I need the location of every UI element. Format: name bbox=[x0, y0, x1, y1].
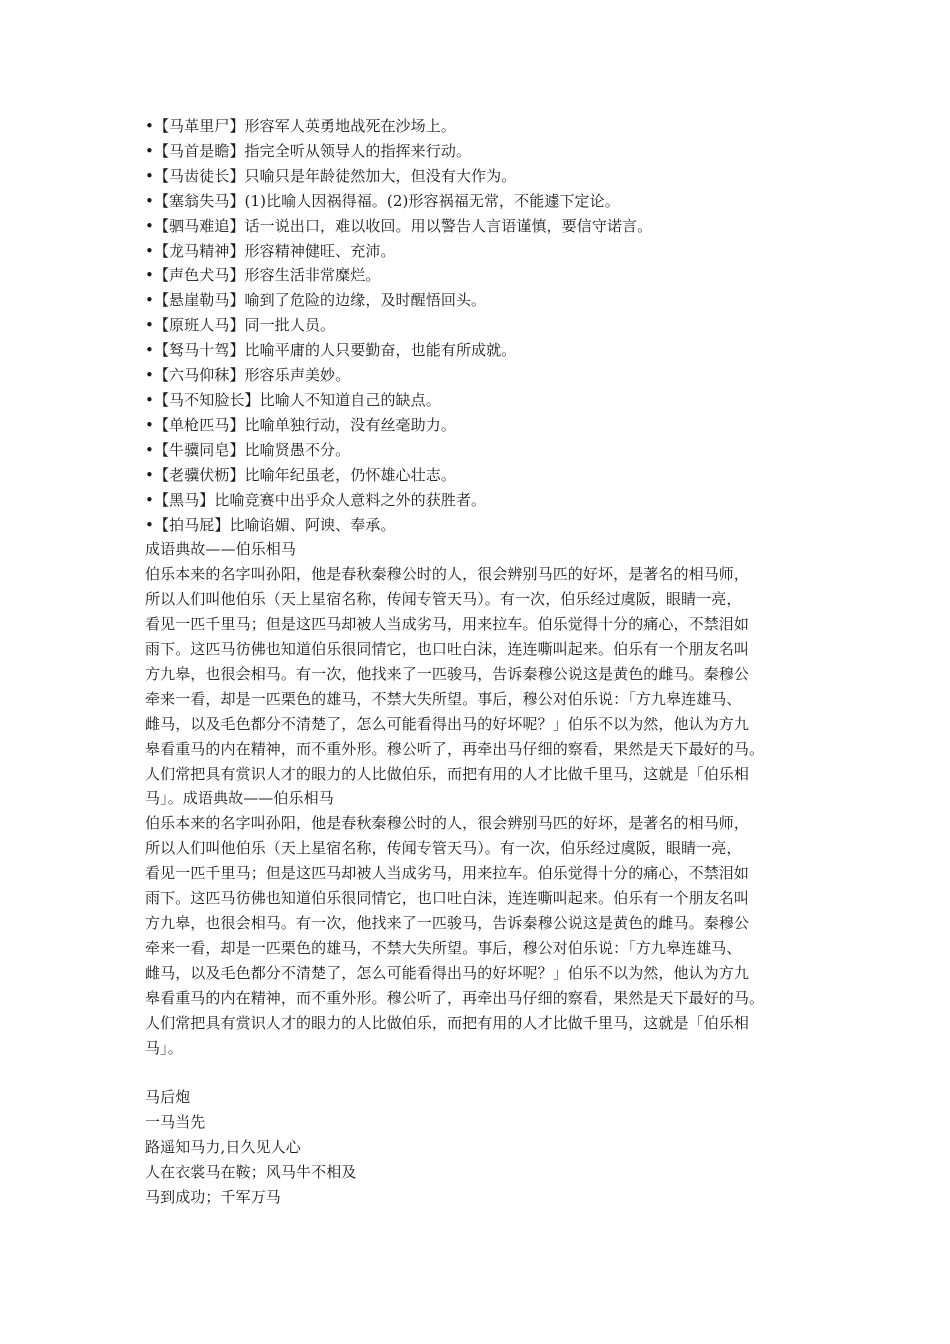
idiom-item: •【马不知脸长】比喻人不知道自己的缺点。 bbox=[145, 390, 441, 409]
story-line: 牵来一看，却是一匹栗色的雄马，不禁大失所望。事后，穆公对伯乐说：「方九皋连雄马、 bbox=[145, 689, 742, 708]
idiom-item: •【原班人马】同一批人员。 bbox=[145, 316, 336, 335]
story-line: 人们常把具有赏识人才的眼力的人比做伯乐，而把有用的人才比做千里马，这就是「伯乐相 bbox=[145, 1013, 750, 1032]
story-line: 所以人们叫他伯乐（天上星宿名称，传闻专管天马）。有一次，伯乐经过虞阪，眼睛一亮， bbox=[145, 590, 742, 609]
phrase-item: 路遥知马力,日久见人心 bbox=[145, 1138, 301, 1157]
idiom-item: •【六马仰秣】形容乐声美妙。 bbox=[145, 366, 351, 385]
document-page bbox=[145, 114, 813, 1210]
story-line: 马」。成语典故——伯乐相马 bbox=[145, 789, 334, 808]
idiom-item: •【单枪匹马】比喻单独行动，没有丝毫助力。 bbox=[145, 415, 456, 434]
story-line: 雨下。这匹马彷佛也知道伯乐很同情它，也口吐白沫，连连嘶叫起来。伯乐有一个朋友名叫 bbox=[145, 640, 750, 659]
story-line: 方九皋，也很会相马。有一次，他找来了一匹骏马，告诉秦穆公说这是黄色的雌马。秦穆公 bbox=[145, 914, 750, 932]
idiom-item: •【老骥伏枥】比喻年纪虽老，仍怀雄心壮志。 bbox=[145, 465, 456, 484]
story-line: 牵来一看，却是一匹栗色的雄马，不禁大失所望。事后，穆公对伯乐说：「方九皋连雄马、 bbox=[145, 938, 742, 957]
idiom-list bbox=[145, 114, 813, 537]
story-line: 人们常把具有赏识人才的眼力的人比做伯乐，而把有用的人才比做千里马，这就是「伯乐相 bbox=[145, 764, 750, 783]
story-line: 伯乐本来的名字叫孙阳，他是春秋秦穆公时的人，很会辨别马匹的好坏，是著名的相马师， bbox=[145, 565, 750, 584]
idiom-item: •【塞翁失马】(1)比喻人因祸得福。(2)形容祸福无常，不能遽下定论。 bbox=[145, 191, 620, 210]
story-line: 看见一匹千里马；但是这匹马却被人当成劣马，用来拉车。伯乐觉得十分的痛心，不禁泪如 bbox=[145, 864, 750, 883]
story-line: 雨下。这匹马彷佛也知道伯乐很同情它，也口吐白沫，连连嘶叫起来。伯乐有一个朋友名叫 bbox=[145, 889, 750, 908]
idiom-item: •【拍马屁】比喻谄媚、阿谀、奉承。 bbox=[145, 515, 396, 534]
story-heading: 成语典故——伯乐相马 bbox=[145, 540, 297, 559]
phrase-item: 马后炮 bbox=[145, 1088, 191, 1107]
idiom-item: •【马革里尸】形容军人英勇地战死在沙场上。 bbox=[145, 117, 456, 135]
story-line: 看见一匹千里马；但是这匹马却被人当成劣马，用来拉车。伯乐觉得十分的痛心，不禁泪如 bbox=[145, 615, 750, 634]
story-line: 皋看重马的内在精神，而不重外形。穆公听了，再牵出马仔细的察看，果然是天下最好的马。 bbox=[145, 988, 765, 1007]
phrase-item: 人在衣裳马在鞍；风马牛不相及 bbox=[145, 1163, 357, 1182]
story-paragraph-1 bbox=[145, 562, 813, 811]
story-line: 所以人们叫他伯乐（天上星宿名称，传闻专管天马）。有一次，伯乐经过虞阪，眼睛一亮， bbox=[145, 839, 742, 858]
story-line: 雌马，以及毛色都分不清楚了，怎么可能看得出马的好坏呢？」伯乐不以为然，他认为方九 bbox=[145, 714, 750, 733]
idiom-item: •【驽马十驾】比喻平庸的人只要勤奋，也能有所成就。 bbox=[145, 341, 517, 360]
story-line: 皋看重马的内在精神，而不重外形。穆公听了，再牵出马仔细的察看，果然是天下最好的马。 bbox=[145, 739, 765, 758]
story-paragraph-2 bbox=[145, 811, 813, 1060]
phrase-item: 一马当先 bbox=[145, 1113, 206, 1132]
idiom-item: •【牛骥同皂】比喻贤愚不分。 bbox=[145, 440, 351, 459]
idiom-item: •【声色犬马】形容生活非常糜烂。 bbox=[145, 266, 381, 285]
story-line: 马」。 bbox=[145, 1038, 183, 1057]
phrase-item: 马到成功；千军万马 bbox=[145, 1187, 281, 1206]
story-line: 伯乐本来的名字叫孙阳，他是春秋秦穆公时的人，很会辨别马匹的好坏，是著名的相马师， bbox=[145, 814, 750, 833]
idiom-item: •【马齿徒长】只喻只是年龄徒然加大，但没有大作为。 bbox=[145, 166, 517, 185]
idiom-item: •【黑马】比喻竞赛中出乎众人意料之外的获胜者。 bbox=[145, 490, 487, 509]
story-line: 雌马，以及毛色都分不清楚了，怎么可能看得出马的好坏呢？」伯乐不以为然，他认为方九 bbox=[145, 963, 750, 982]
idiom-item: •【驷马难追】话一说出口，难以收回。用以警告人言语谨慎，要信守诺言。 bbox=[145, 216, 653, 235]
phrase-list bbox=[145, 1085, 813, 1210]
idiom-item: •【龙马精神】形容精神健旺、充沛。 bbox=[145, 241, 396, 260]
blank-line bbox=[145, 1060, 813, 1085]
idiom-item: •【马首是瞻】指完全听从领导人的指挥来行动。 bbox=[145, 141, 472, 160]
idiom-item: •【悬崖勒马】喻到了危险的边缘，及时醒悟回头。 bbox=[145, 291, 487, 310]
story-line: 方九皋，也很会相马。有一次，他找来了一匹骏马，告诉秦穆公说这是黄色的雌马。秦穆公 bbox=[145, 664, 750, 683]
